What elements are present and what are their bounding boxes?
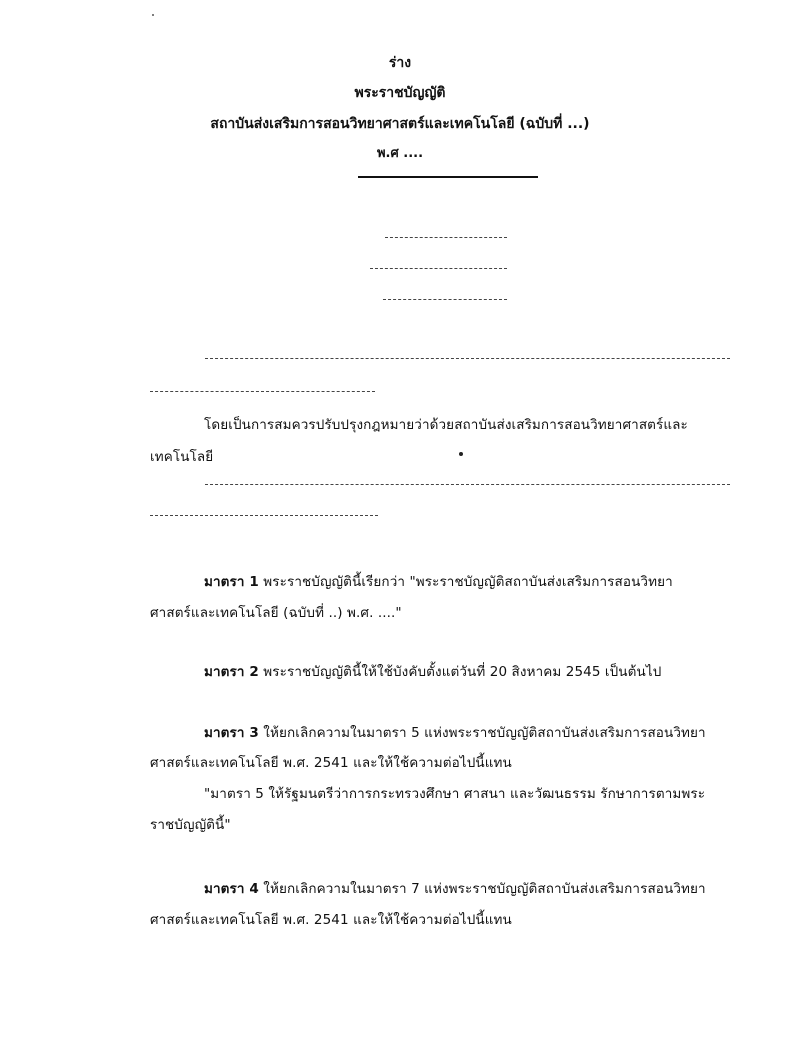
scan-speck <box>152 14 154 16</box>
act-label: พระราชบัญญัติ <box>354 85 446 101</box>
act-name: สถาบันส่งเสริมการสอนวิทยาศาสตร์และเทคโนโลยี (ฉบับที่ ...) <box>210 116 590 132</box>
section-3-line-2: ศาสตร์และเทคโนโลยี พ.ศ. 2541 และให้ใช้ความต่อไปนี้แทน <box>150 755 512 771</box>
section-4-line-1 <box>204 877 706 899</box>
section-4-label: มาตรา 4 <box>204 881 259 897</box>
section-3-quote-1: "มาตรา 5 ให้รัฐมนตรีว่าการกระทรวงศึกษา ศาสนา และวัฒนธรรม รักษาการตามพระ <box>204 786 706 802</box>
section-1-label: มาตรา 1 <box>204 574 259 590</box>
preamble-line-1: โดยเป็นการสมควรปรับปรุงกฎหมายว่าด้วยสถาบันส่งเสริมการสอนวิทยาศาสตร์และ <box>204 417 688 433</box>
preamble-line-2: เทคโนโลยี <box>150 449 214 465</box>
section-1-text: พระราชบัญญัตินี้เรียกว่า "พระราชบัญญัติสถาบันส่งเสริมการสอนวิทยา <box>263 574 673 590</box>
placeholder-line <box>383 299 507 300</box>
placeholder-line <box>150 515 378 516</box>
placeholder-line <box>385 237 507 238</box>
placeholder-line <box>370 268 507 269</box>
section-3-label: มาตรา 3 <box>204 725 259 741</box>
section-3-quote-2: ราชบัญญัตินี้" <box>150 817 231 833</box>
placeholder-line <box>205 484 730 485</box>
placeholder-line <box>205 358 730 359</box>
section-4-line-2: ศาสตร์และเทคโนโลยี พ.ศ. 2541 และให้ใช้ความต่อไปนี้แทน <box>150 912 512 928</box>
section-1-line-1 <box>204 570 673 592</box>
section-2-label: มาตรา 2 <box>204 664 259 680</box>
section-3-text: ให้ยกเลิกความในมาตรา 5 แห่งพระราชบัญญัติสถาบันส่งเสริมการสอนวิทยา <box>263 725 706 741</box>
section-4-text: ให้ยกเลิกความในมาตรา 7 แห่งพระราชบัญญัติสถาบันส่งเสริมการสอนวิทยา <box>263 881 706 897</box>
placeholder-line <box>150 391 375 392</box>
section-1-line-2: ศาสตร์และเทคโนโลยี (ฉบับที่ ..) พ.ศ. ...." <box>150 605 402 621</box>
section-2-text: พระราชบัญญัตินี้ให้ใช้บังคับตั้งแต่วันที่ 20 สิงหาคม 2545 เป็นต้นไป <box>263 664 662 680</box>
section-2-line-1 <box>204 660 661 682</box>
year-label: พ.ศ .... <box>376 146 424 161</box>
title-underline <box>358 176 538 178</box>
scan-speck <box>459 452 463 456</box>
section-3-line-1 <box>204 721 706 743</box>
draft-label: ร่าง <box>388 55 412 71</box>
